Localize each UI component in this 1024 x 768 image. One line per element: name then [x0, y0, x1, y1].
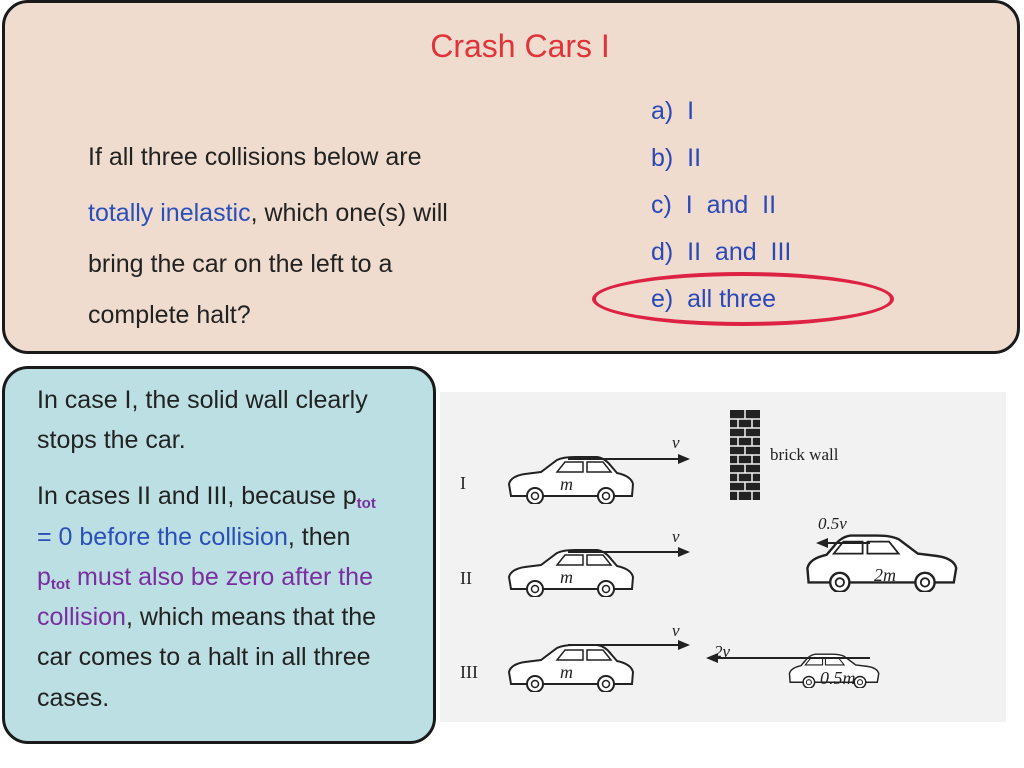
explanation-line-8: cases. — [37, 684, 110, 712]
choice-letter: e) — [651, 285, 674, 313]
explanation-text: , then — [287, 523, 351, 551]
explanation-line-6 — [37, 597, 376, 638]
question-highlight: totally inelastic — [88, 199, 251, 227]
question-line-1: If all three collisions below are — [88, 143, 422, 171]
choice-letter: c) — [651, 191, 672, 219]
mass-label-right-2: 2m — [874, 565, 896, 585]
question-line-3: bring the car on the left to a — [88, 250, 393, 278]
explanation-highlight-purple: must also be zero after the — [70, 563, 373, 591]
velocity-label-right-case-3: 2v — [714, 642, 731, 661]
choice-letter: d) — [651, 238, 674, 266]
choice-text: all three — [687, 285, 777, 313]
explanation-line-7: car comes to a halt in all three — [37, 643, 371, 671]
velocity-label-case-2: v — [672, 527, 680, 546]
explanation-highlight-blue: = 0 before the collision — [37, 523, 288, 551]
slide-title: Crash Cars I — [430, 28, 610, 64]
explanation-line-2: stops the car. — [37, 426, 186, 454]
mass-label-right-3: 0.5m — [820, 668, 856, 688]
case-label-3: III — [460, 662, 478, 682]
answer-highlight-ellipse — [592, 272, 894, 326]
choice-text: II and III — [687, 238, 792, 266]
choice-text: I and II — [685, 191, 777, 219]
explanation-line-4 — [37, 517, 350, 558]
choice-b[interactable] — [651, 144, 701, 173]
explanation-text: , which means that the — [125, 603, 377, 631]
collision-diagram — [440, 392, 1006, 722]
explanation-line-1: In case I, the solid wall clearly — [37, 386, 368, 414]
mass-label-left-3: m — [560, 662, 573, 682]
velocity-label-right-case-2: 0.5v — [818, 514, 847, 533]
choice-text: I — [687, 97, 695, 125]
case-label-2: II — [460, 568, 472, 588]
velocity-label-case-3: v — [672, 621, 680, 640]
choice-c[interactable] — [651, 191, 776, 220]
explanation-p: p — [37, 563, 51, 591]
collision-diagram-svg — [440, 392, 1006, 722]
question-line-2-rest: , which one(s) will — [250, 199, 448, 227]
case-label-1: I — [460, 473, 466, 493]
mass-label-left-1: m — [560, 474, 573, 494]
choice-a[interactable] — [651, 97, 694, 126]
ptot-subscript: tot — [356, 495, 376, 512]
choice-letter: b) — [651, 144, 674, 172]
choice-letter: a) — [651, 97, 674, 125]
mass-label-left-2: m — [560, 567, 573, 587]
velocity-label-case-1: v — [672, 433, 680, 452]
explanation-highlight-purple: collision — [37, 603, 126, 631]
ptot-subscript: tot — [50, 576, 71, 593]
choice-text: II — [687, 144, 702, 172]
explanation-text: In cases II and III, because p — [37, 482, 357, 510]
wall-label: brick wall — [770, 445, 839, 464]
brick-wall-icon — [730, 410, 760, 500]
question-line-2 — [88, 199, 448, 228]
question-line-4: complete halt? — [88, 301, 251, 329]
choice-d[interactable] — [651, 238, 791, 267]
